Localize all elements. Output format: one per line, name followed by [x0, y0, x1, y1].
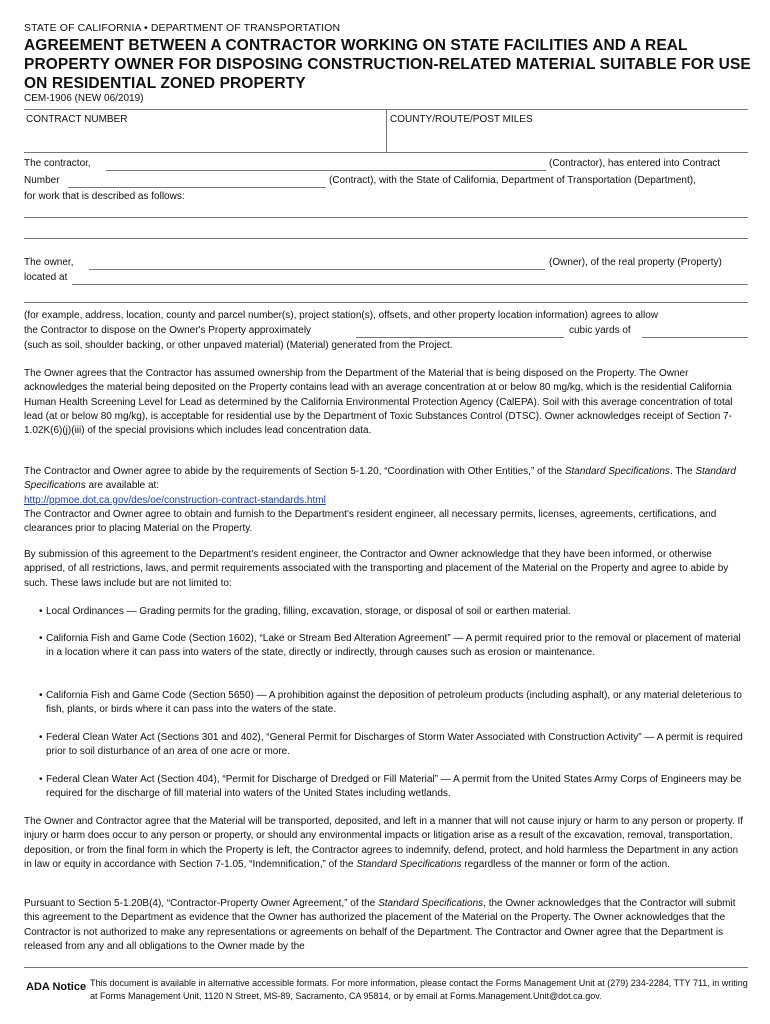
- work-description-label: for work that is described as follows:: [24, 191, 185, 202]
- p2-emph-d: Standard Specifications: [24, 466, 736, 492]
- box-bottom-border: [24, 152, 748, 153]
- owner-name-field[interactable]: [89, 269, 545, 270]
- cubic-yards-field[interactable]: [356, 337, 564, 338]
- p2-text-e: are available at:: [85, 480, 160, 492]
- form-number: CEM-1906 (NEW 06/2019): [24, 93, 144, 104]
- permits-paragraph: The Contractor and Owner agree to obtain and furnish to the Department's resident engineer, all necessary permits, licenses, agreements, certifications, and clearances prior to placing Material on the Property.: [24, 508, 717, 535]
- p5-emph-b: Standard Specifications: [378, 898, 484, 909]
- contract-number-label: CONTRACT NUMBER: [26, 114, 128, 125]
- p2-text-a: The Contractor and Owner agree to abide by the requirements of Section 5-1.20, “Coordination with Other Entities,” of the: [24, 466, 565, 477]
- p5-text-c: , the Owner acknowledges that the Contractor will submit this agreement to the Department as evidence that the Owner has authorized the placement of the Material on the Property. The Owner acknowledges that the Contractor is not authorized to make any representations or agreements on behalf of the Department. The Contractor and Owner agree that the Department is released from any and all obligations to the Owner made by the: [24, 898, 736, 952]
- work-description-line-2[interactable]: [24, 238, 748, 239]
- bullet-fish-game-1602: • California Fish and Game Code (Section 1602), “Lake or Stream Bed Alteration Agreement” — A permit required prior to the removal or placement of material in a location where it can pass into waters of the state, directly or indirectly, through causes such as erosion or maintenance.: [39, 633, 741, 659]
- location-field-2[interactable]: [24, 302, 748, 303]
- contractor-suffix: (Contractor), has entered into Contract: [549, 158, 721, 169]
- contractor-owner-agreement-paragraph: [24, 897, 746, 954]
- bullet-text: California Fish and Game Code (Section 5650) — A prohibition against the deposition of petroleum products (including asphalt), or any material deleterious to fish, plants, or birds where it can pass into the waters of the state.: [46, 690, 742, 716]
- standards-link[interactable]: http://ppmoe.dot.ca.gov/des/oe/construction-contract-standards.html: [24, 494, 326, 506]
- indemnification-paragraph: [24, 815, 746, 872]
- agency-header: STATE OF CALIFORNIA • DEPARTMENT OF TRANSPORTATION: [24, 22, 341, 34]
- laws-intro-paragraph: By submission of this agreement to the Department's resident engineer, the Contractor and Owner acknowledge that they have been informed, or otherwise apprised, of all restrictions, laws, and permit requirements associated with the transporting and placement of the Material on the Property and agree to abide by such. These laws include but are not limited to:: [24, 549, 729, 589]
- p2-emph-b: Standard Specifications: [564, 466, 670, 477]
- owner-suffix: (Owner), of the real property (Property): [549, 257, 722, 268]
- work-description-line-1[interactable]: [24, 217, 748, 218]
- location-field-1[interactable]: [72, 284, 748, 285]
- p4-text-c: regardless of the manner or form of the action.: [461, 858, 670, 870]
- contract-number-field[interactable]: [68, 187, 326, 188]
- dispose-prefix: the Contractor to dispose on the Owner's Property approximately: [24, 325, 312, 336]
- contract-info-row: [24, 109, 748, 153]
- bullet-text: California Fish and Game Code (Section 1602), “Lake or Stream Bed Alteration Agreement” — A permit required prior to the removal or placement of material in a location where it can pass into waters of the state, directly or indirectly, through causes such as erosion or maintenance.: [46, 633, 741, 659]
- box-separator: [386, 110, 387, 153]
- cubic-yards-label: cubic yards of: [569, 325, 631, 336]
- p5-text-a: Pursuant to Section 5-1.20B(4), “Contractor-Property Owner Agreement,” of the: [24, 898, 379, 909]
- footer-divider: [24, 967, 748, 968]
- located-at-label: located at: [24, 272, 68, 283]
- p2-text-c: . The: [669, 466, 696, 477]
- owner-prefix: The owner,: [24, 257, 74, 268]
- bullet-fish-game-5650: • California Fish and Game Code (Section 5650) — A prohibition against the deposition of petroleum products (including asphalt), or any material deleterious to fish, plants, or birds where it can pass into the waters of the state.: [39, 690, 742, 716]
- bullet-text: Federal Clean Water Act (Section 404), “Permit for Discharge of Dredged or Fill Material” — A permit from the United States Army Corps of Engineers may be required for the discharge of fill material into waters of the United States including wetlands.: [46, 774, 742, 800]
- location-description: (for example, address, location, county and parcel number(s), project station(s), offsets, and other property location information) agrees to allow: [24, 310, 659, 321]
- lead-acknowledgement-paragraph: The Owner agrees that the Contractor has assumed ownership from the Department of the Material that is being disposed on the Property. The Owner acknowledges the material being deposited on the Property contains lead with an average concentration at or below 80 mg/kg, which is the residential California Human Health Screening Level for Lead as determined by the California Environmental Protection Agency (CalEPA). Soil with this average concentration of total lead (at or below 80 mg/kg), is acceptable for residential use by the Department of Toxic Substances Control (DTSC). Owner acknowledges receipt of Section 7-1.02K(6)(j)(iii) of the special provisions which includes lead concentration data.: [24, 368, 733, 437]
- standard-specifications-paragraph: [24, 465, 746, 536]
- material-description: (such as soil, shoulder backing, or other unpaved material) (Material) generated from the Project.: [24, 340, 453, 351]
- ada-notice-text: This document is available in alternative accessible formats. For more information, please contact the Forms Management Unit at (279) 234-2284, TTY 711, in writing at Forms Management Unit, 1120 N Street, MS-89, Sacramento, CA 95814, or by email at Forms.Management.Unit@dot.ca.gov.: [90, 978, 748, 1001]
- county-route-label: COUNTY/ROUTE/POST MILES: [390, 114, 533, 125]
- ada-notice-label: ADA Notice: [26, 981, 87, 993]
- contract-number-suffix: (Contract), with the State of California, Department of Transportation (Department),: [329, 175, 696, 186]
- contract-number-inline-label: Number: [24, 175, 60, 186]
- material-type-field[interactable]: [642, 337, 748, 338]
- bullet-local-ordinances: • Local Ordinances — Grading permits for the grading, filling, excavation, storage, or disposal of soil or earthen material.: [39, 606, 571, 617]
- bullet-text: Federal Clean Water Act (Sections 301 and 402), “General Permit for Discharges of Storm Water Associated with Construction Activity” — A permit is required prior to soil disturbance of an area of one acre or more.: [46, 732, 743, 758]
- bullet-clean-water-404: • Federal Clean Water Act (Section 404), “Permit for Discharge of Dredged or Fill Material” — A permit from the United States Army Corps of Engineers may be required for the discharge of fill material into waters of the United States including wetlands.: [39, 774, 742, 800]
- bullet-text: Local Ordinances — Grading permits for the grading, filling, excavation, storage, or disposal of soil or earthen material.: [46, 606, 571, 617]
- form-title: AGREEMENT BETWEEN A CONTRACTOR WORKING ON STATE FACILITIES AND A REAL PROPERTY OWNER FOR DISPOSING CONSTRUCTION-RELATED MATERIAL SUITABLE FOR USE ON RESIDENTIAL ZONED PROPERTY: [24, 37, 751, 92]
- p4-emph-b: Standard Specifications: [356, 858, 462, 870]
- p4-text-a: The Owner and Contractor agree that the Material will be transported, deposited, and left in a manner that will not cause injury or harm to any person or property. If injury or harm does occur to any person or property, or should any environmental impacts or litigation arise as a result of the excavation, removal, transportation, deposition, or from the final form in which the Property is left, the Contractor agrees to indemnify, defend, protect, and hold harmless the Department in any action in law or equity in accordance with Section 7-1.05, “Indemnification,” of the: [24, 816, 744, 870]
- contractor-prefix: The contractor,: [24, 158, 91, 169]
- bullet-clean-water-402: • Federal Clean Water Act (Sections 301 and 402), “General Permit for Discharges of Storm Water Associated with Construction Activity” — A permit is required prior to soil disturbance of an area of one acre or more.: [39, 732, 743, 758]
- contractor-name-field[interactable]: [106, 170, 546, 171]
